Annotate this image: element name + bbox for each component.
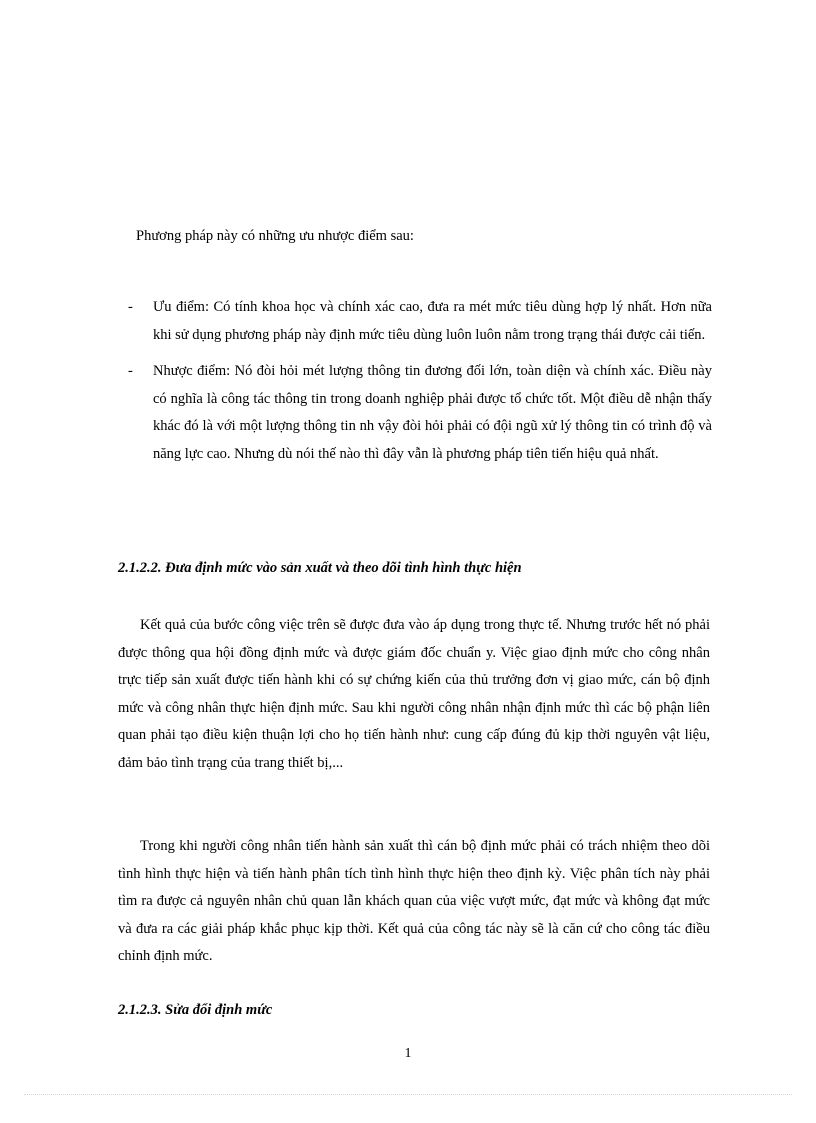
list-item-text: Ưu điểm: Có tính khoa học và chính xác cao, đưa ra mét mức tiêu dùng hợp lý nhất. Hơn nữa khi sử dụng phương pháp này định mức tiêu dùng luôn luôn nằm trong trạng thái được cải tiến.	[153, 299, 712, 343]
bullet-marker: -	[128, 299, 133, 315]
page-number: 1	[404, 1046, 412, 1061]
intro-text: Phương pháp này có những ưu nhược điểm sau:	[136, 228, 414, 244]
body-paragraph: Trong khi người công nhân tiến hành sản xuất thì cán bộ định mức phải có trách nhiệm theo dõi tình hình thực hiện và tiến hành phân tích tình hình thực hiện theo định kỳ. Việc phân tích này phải tìm ra được cả nguyên nhân chủ quan lẫn khách quan của việc vượt mức, đạt mức và không đạt mức và đưa ra các giải pháp khắc phục kịp thời. Kết quả của công tác này sẽ là căn cứ cho công tác điều chỉnh định mức.	[118, 838, 710, 964]
pros-cons-list	[118, 294, 712, 468]
list-item-text: Nhược điểm: Nó đòi hỏi mét lượng thông tin đương đối lớn, toàn diện và chính xác. Điều này có nghĩa là công tác thông tin trong doanh nghiệp phải được tổ chức tốt. Một điều dễ nhận thấy khác đó là với một lượng thông tin nh vậy đòi hỏi phải có đội ngũ xử lý thông tin có trình độ và năng lực cao. Nhưng dù nói thế nào thì đây vẫn là phương pháp tiên tiến hiệu quả nhất.	[153, 363, 712, 462]
bullet-marker: -	[128, 363, 133, 379]
body-paragraph: Kết quả của bước công việc trên sẽ được đưa vào áp dụng trong thực tế. Nhưng trước hết nó phải được thông qua hội đồng định mức và được giám đốc chuẩn y. Việc giao định mức cho công nhân trực tiếp sản xuất được tiến hành khi có sự chứng kiến của thủ trưởng đơn vị giao mức, cán bộ định mức và công nhân thực hiện định mức. Sau khi người công nhân nhận định mức thì các bộ phận liên quan phải tạo điều kiện thuận lợi cho họ tiến hành như: cung cấp đúng đủ kịp thời nguyên vật liệu, đảm bảo tình trạng của trang thiết bị,...	[118, 617, 710, 771]
section-heading-2-1-2-3: 2.1.2.3. Sửa đổi định mức	[118, 1002, 273, 1018]
list-item-advantages	[118, 294, 712, 349]
list-item-disadvantages	[118, 358, 712, 468]
page-bottom-divider	[24, 1094, 792, 1095]
section-heading-2-1-2-2: 2.1.2.2. Đưa định mức vào sản xuất và theo dõi tình hình thực hiện	[118, 560, 522, 576]
